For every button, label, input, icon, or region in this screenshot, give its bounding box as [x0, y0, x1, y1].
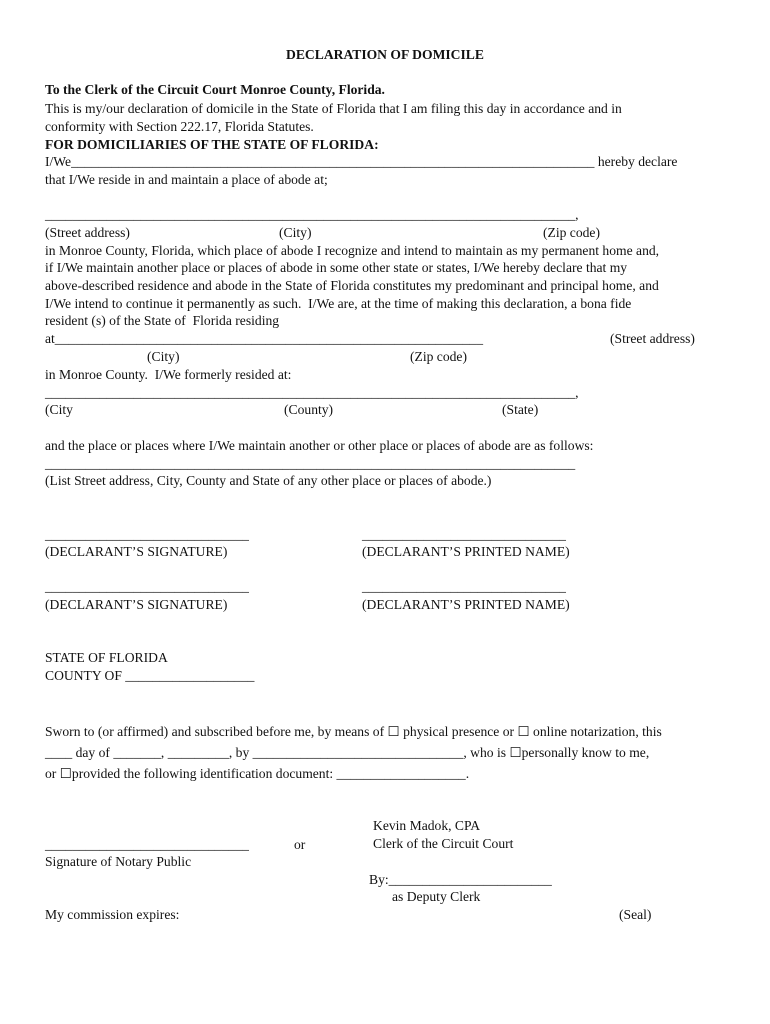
section-heading: FOR DOMICILIARIES OF THE STATE OF FLORIDA: — [45, 137, 379, 152]
former-address-blank[interactable]: ______________________________________________________________________________, — [45, 385, 579, 400]
other-places-label: (List Street address, City, County and State of any other place or places of abode.) — [45, 473, 492, 488]
document-title: DECLARATION OF DOMICILE — [286, 47, 484, 62]
label-city: (City) — [279, 225, 312, 240]
notary-signature-label: Signature of Notary Public — [45, 854, 192, 869]
label-state: (State) — [502, 402, 539, 417]
other-places-line: and the place or places where I/We maintain another or other place or places of abode are as follows: — [45, 438, 594, 453]
body-line-3: above-described residence and abode in the State of Florida constitutes my predominant and principal home, and — [45, 278, 659, 293]
body-line-1: in Monroe County, Florida, which place of abode I recognize and intend to maintain as my permanent home and, — [45, 243, 660, 258]
declarant-printed-name-blank-2[interactable]: ______________________________ — [362, 579, 566, 594]
label-zip-code: (Zip code) — [543, 225, 600, 240]
declarant-signature-blank-1[interactable]: ______________________________ — [45, 527, 249, 542]
sworn-line-1: Sworn to (or affirmed) and subscribed before me, by means of ☐ physical presence or ☐ online notarization, this — [45, 724, 662, 739]
residing-at-blank[interactable]: at_______________________________________________________________ — [45, 331, 484, 346]
declarant-name-line[interactable]: I/We_____________________________________________________________________________ hereby declare — [45, 154, 678, 169]
declarant-signature-label-1: (DECLARANT’S SIGNATURE) — [45, 544, 228, 559]
clerk-title: Clerk of the Circuit Court — [373, 836, 514, 851]
declarant-printed-name-label-2: (DECLARANT’S PRINTED NAME) — [362, 597, 570, 612]
label-county: (County) — [284, 402, 334, 417]
formerly-resided-line: in Monroe County. I/We formerly resided at: — [45, 367, 292, 382]
county-line[interactable]: COUNTY OF ___________________ — [45, 668, 255, 683]
deputy-clerk-label: as Deputy Clerk — [392, 889, 481, 904]
declarant-signature-label-2: (DECLARANT’S SIGNATURE) — [45, 597, 228, 612]
label-street-address: (Street address) — [45, 225, 130, 240]
address-blank[interactable]: ______________________________________________________________________________, — [45, 207, 579, 222]
seal-label: (Seal) — [619, 907, 652, 922]
body-line-5: resident (s) of the State of Florida residing — [45, 313, 280, 328]
or-text: or — [294, 837, 306, 852]
label-city-2: (City) — [147, 349, 180, 364]
declarant-printed-name-label-1: (DECLARANT’S PRINTED NAME) — [362, 544, 570, 559]
body-line-2: if I/We maintain another place or places of abode in some other state or states, I/We hereby declare that my — [45, 260, 628, 275]
intro-line-2: conformity with Section 222.17, Florida Statutes. — [45, 119, 314, 134]
notary-signature-blank[interactable]: ______________________________ — [45, 837, 249, 852]
intro-line-1: This is my/our declaration of domicile in the State of Florida that I am filing this day in accordance and in — [45, 101, 622, 116]
clerk-name: Kevin Madok, CPA — [373, 818, 481, 833]
label-city-3: (City — [45, 402, 73, 417]
label-zip-code-2: (Zip code) — [410, 349, 467, 364]
declarant-signature-blank-2[interactable]: ______________________________ — [45, 579, 249, 594]
sworn-line-3[interactable]: or ☐provided the following identification document: ___________________. — [45, 766, 470, 781]
label-street-address-2: (Street address) — [610, 331, 695, 346]
declarant-printed-name-blank-1[interactable]: ______________________________ — [362, 527, 566, 542]
body-line-4: I/We intend to continue it permanently as such. I/We are, at the time of making this declaration, a bona fide — [45, 296, 632, 311]
reside-line: that I/We reside in and maintain a place of abode at; — [45, 172, 328, 187]
commission-expires-label: My commission expires: — [45, 907, 180, 922]
deputy-signature-blank[interactable]: By:________________________ — [369, 872, 552, 887]
state-line: STATE OF FLORIDA — [45, 650, 168, 665]
other-places-blank[interactable]: ______________________________________________________________________________ — [45, 456, 576, 471]
sworn-line-2[interactable]: ____ day of _______, _________, by _______________________________, who is ☐personally know to me, — [45, 745, 650, 760]
addressee-line: To the Clerk of the Circuit Court Monroe County, Florida. — [45, 82, 385, 97]
